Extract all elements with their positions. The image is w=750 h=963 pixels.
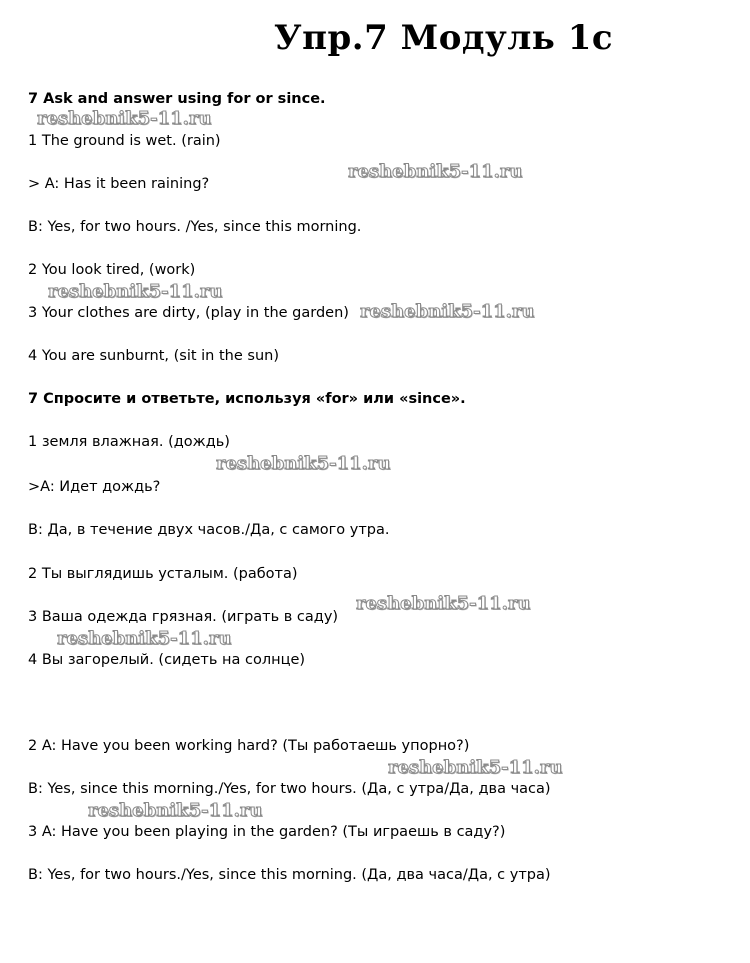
answer-2-answer: B: Yes, since this morning./Yes, for two hours. (Да, с утра/Да, два часа)	[28, 781, 551, 797]
english-item-4: 4 You are sunburnt, (sit in the sun)	[28, 348, 279, 364]
answer-3-question: 3 A: Have you been playing in the garden? (Ты играешь в саду?)	[28, 824, 506, 840]
russian-item-2: 2 Ты выглядишь усталым. (работа)	[28, 566, 298, 582]
watermark: reshebnik5-11.ru	[57, 628, 232, 649]
page-title: Упр.7 Модуль 1с	[274, 18, 614, 58]
watermark: reshebnik5-11.ru	[37, 108, 212, 129]
english-item-1-answer-a: > A: Has it been raining?	[28, 176, 210, 192]
answer-2-question: 2 A: Have you been working hard? (Ты работаешь упорно?)	[28, 738, 470, 754]
russian-item-1-answer-b: B: Да, в течение двух часов./Да, с самого утра.	[28, 522, 390, 538]
watermark: reshebnik5-11.ru	[348, 161, 523, 182]
english-item-1-answer-b: B: Yes, for two hours. /Yes, since this morning.	[28, 219, 362, 235]
russian-item-3: 3 Ваша одежда грязная. (играть в саду)	[28, 609, 339, 625]
russian-item-1-answer-a: >A: Идет дождь?	[28, 479, 161, 495]
watermark: reshebnik5-11.ru	[388, 757, 563, 778]
watermark: reshebnik5-11.ru	[48, 281, 223, 302]
english-item-1: 1 The ground is wet. (rain)	[28, 133, 221, 149]
watermark: reshebnik5-11.ru	[216, 453, 391, 474]
russian-item-4: 4 Вы загорелый. (сидеть на солнце)	[28, 652, 306, 668]
watermark: reshebnik5-11.ru	[360, 301, 535, 322]
russian-heading: 7 Спросите и ответьте, используя «for» или «since».	[28, 391, 466, 407]
watermark: reshebnik5-11.ru	[88, 800, 263, 821]
watermark: reshebnik5-11.ru	[356, 593, 531, 614]
russian-item-1: 1 земля влажная. (дождь)	[28, 434, 230, 450]
english-item-2: 2 You look tired, (work)	[28, 262, 196, 278]
english-item-3: 3 Your clothes are dirty, (play in the garden)	[28, 305, 349, 321]
answer-3-answer: B: Yes, for two hours./Yes, since this morning. (Да, два часа/Да, с утра)	[28, 867, 551, 883]
english-heading: 7 Ask and answer using for or since.	[28, 91, 326, 107]
